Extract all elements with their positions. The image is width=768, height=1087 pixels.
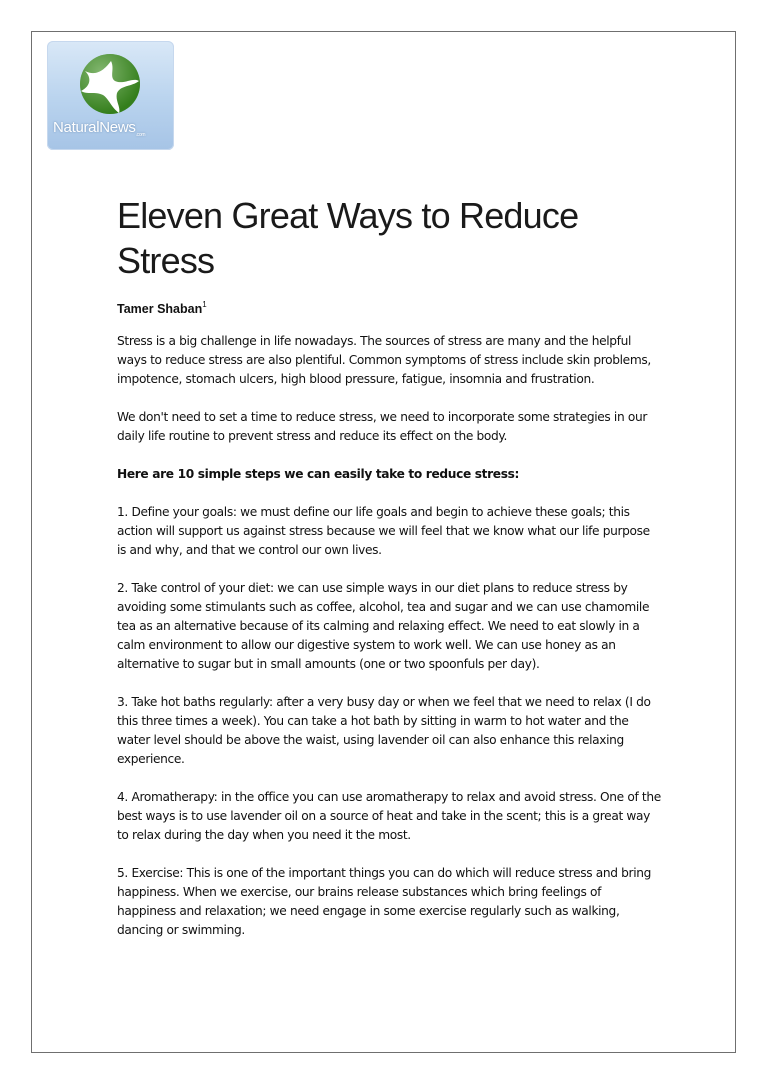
article-body <box>117 332 662 959</box>
paragraph-intro: Stress is a big challenge in life nowadays. The sources of stress are many and the helpful ways to reduce stress are also plentiful. Common symptoms of stress include skin problems, impotence, stomach ulcers, high blood pressure, fatigue, insomnia and frustration. <box>117 334 651 386</box>
step-item: 4. Aromatherapy: in the office you can use aromatherapy to relax and avoid stress. One of the best ways is to use lavender oil on a source of heat and take in the scent; this is a great way to relax during the day when you need it the most. <box>117 790 661 842</box>
globe-leaf-icon <box>75 51 145 117</box>
step-item: 1. Define your goals: we must define our life goals and begin to achieve these goals; this action will support us against stress because we will feel that we know what our life purpose is and why, and that we control our own lives. <box>117 505 650 557</box>
paragraph-strategy: We don't need to set a time to reduce stress, we need to incorporate some strategies in our daily life routine to prevent stress and reduce its effect on the body. <box>117 410 648 443</box>
author-name: Tamer Shaban <box>117 302 203 317</box>
steps-heading: Here are 10 simple steps we can easily take to reduce stress: <box>117 467 520 481</box>
article-title: Eleven Great Ways to Reduce Stress <box>117 195 579 281</box>
step-item: 3. Take hot baths regularly: after a very busy day or when we feel that we need to relax (I do this three times a week). You can take a hot bath by sitting in warm to hot water and the water level should be above the waist, using lavender oil can also enhance this relaxing experience. <box>117 695 651 766</box>
step-item: 2. Take control of your diet: we can use simple ways in our diet plans to reduce stress by avoiding some stimulants such as coffee, alcohol, tea and sugar and we can use chamomile tea as an alternative because of its calming and relaxing effect. We need to eat slowly in a calm environment to allow our digestive system to work well. We can use honey as an alternative to sugar but in small amounts (one or two spoonfuls per day). <box>117 581 650 671</box>
article-author <box>117 301 207 316</box>
author-footnote-marker: 1 <box>202 300 207 309</box>
logo-wordmark: NaturalNews$_{.com}$ <box>53 119 146 138</box>
step-item: 5. Exercise: This is one of the important things you can do which will reduce stress and bring happiness. When we exercise, our brains release substances which bring feelings of happiness and relaxation; we need engage in some exercise regularly such as walking, dancing or swimming. <box>117 866 651 937</box>
naturalnews-logo <box>47 41 174 150</box>
